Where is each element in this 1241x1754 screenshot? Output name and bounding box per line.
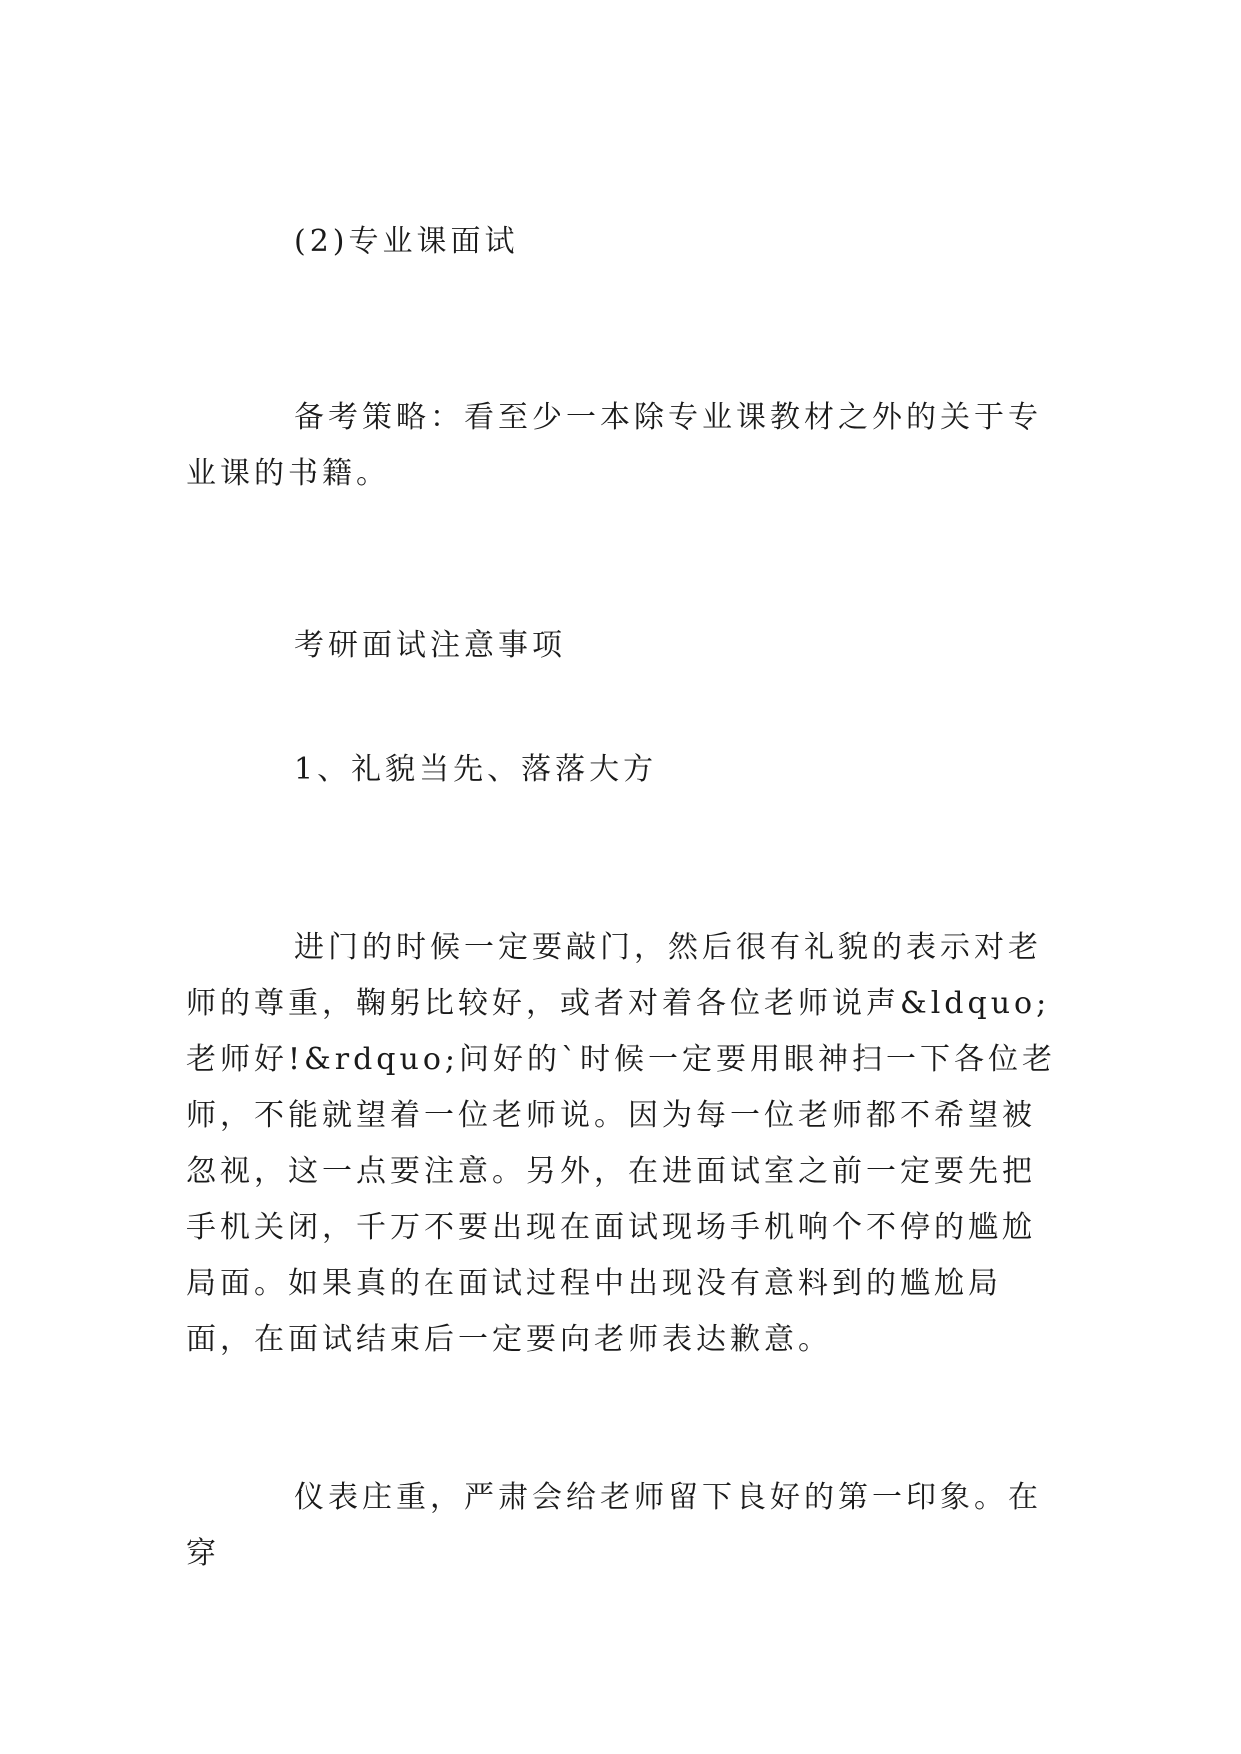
- item-heading-politeness: 1、礼貌当先、落落大方: [294, 752, 658, 787]
- paragraph-preparation-strategy: 备考策略：看至少一本除专业课教材之外的关于专业课的书籍。: [186, 400, 1042, 491]
- section-heading-interview-notes: 考研面试注意事项: [294, 628, 566, 663]
- paragraph-appearance: 仪表庄重，严肃会给老师留下良好的第一印象。在穿: [186, 1480, 1042, 1571]
- section-heading-professional-interview: (2)专业课面试: [294, 224, 519, 259]
- paragraph-politeness-details: 进门的时候一定要敲门，然后很有礼貌的表示对老师的尊重，鞠躬比较好，或者对着各位老师说声&ldquo;老师好!&rdquo;问好的`时候一定要用眼神扫一下各位老师，不能就望着一位老师说。因为每一位老师都不希望被忽视，这一点要注意。另外，在进面试室之前一定要先把手机关闭，千万不要出现在面试现场手机响个不停的尴尬局面。如果真的在面试过程中出现没有意料到的尴尬局面，在面试结束后一定要向老师表达歉意。: [186, 930, 1056, 1357]
